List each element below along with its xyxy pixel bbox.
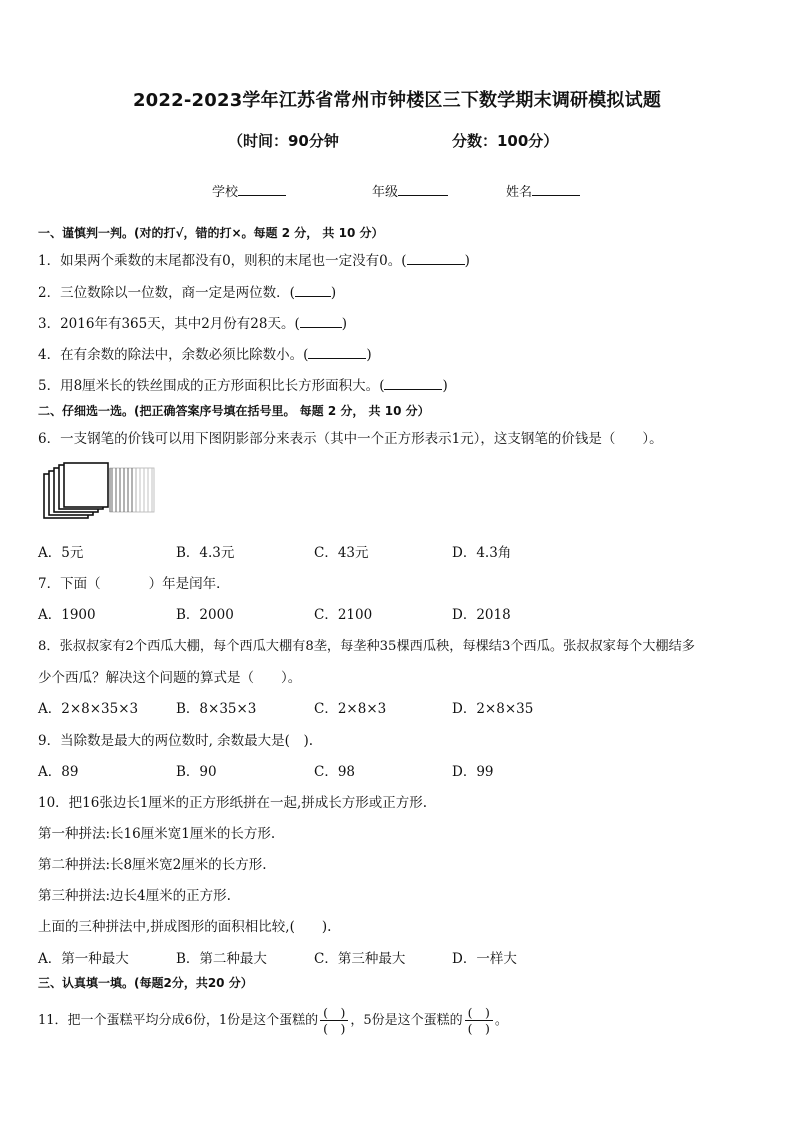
- question-8-line-2: 少个西瓜？解决这个问题的算式是（ ）。: [38, 670, 302, 686]
- q10-option-b: B．第二种最大: [176, 951, 267, 967]
- q6-option-a: A．5元: [38, 545, 84, 561]
- time-label: （时间：90分钟: [228, 132, 339, 150]
- q7-option-a: A．1900: [38, 607, 96, 623]
- question-6: 6．一支钢笔的价钱可以用下图阴影部分来表示（其中一个正方形表示1元），这支钢笔的价钱是（ ）。: [38, 431, 663, 447]
- name-label: 姓名: [506, 185, 533, 200]
- question-3: 3．2016年有365天，其中2月份有28天。( ): [38, 316, 348, 332]
- q8-option-c: C．2×8×3: [314, 701, 387, 717]
- grade-field: [372, 181, 448, 200]
- question-10-line-1: 10．把16张边长1厘米的正方形纸拼在一起,拼成长方形或正方形.: [38, 795, 428, 811]
- q10-option-c: C．第三种最大: [314, 951, 406, 967]
- question-11: 11．把一个蛋糕平均分成6份，1份是这个蛋糕的 $\frac{( )}{( )}$ ，5份是这个蛋糕的 $\frac{( )}{( )}$ 。: [38, 1005, 508, 1036]
- section-2-header: 二、仔细选一选。(把正确答案序号填在括号里。 每题 2 分， 共 10 分）: [38, 404, 430, 418]
- q7-option-c: C．2100: [314, 607, 373, 623]
- strip-square: [110, 468, 154, 512]
- question-10-line-3: 第二种拼法:长8厘米宽2厘米的长方形.: [38, 857, 267, 873]
- q6-option-c: C．43元: [314, 545, 369, 561]
- name-blank: [532, 182, 580, 196]
- q8-option-b: B．8×35×3: [176, 701, 257, 717]
- question-9: 9．当除数是最大的两位数时, 余数最大是( ).: [38, 733, 313, 749]
- q7-option-b: B．2000: [176, 607, 234, 623]
- fraction-blank-1: $\frac{( )}{( )}$: [320, 1005, 348, 1036]
- section-1-header: 一、谨慎判一判。(对的打√，错的打×。每题 2 分， 共 10 分）: [38, 226, 384, 240]
- q9-option-d: D．99: [452, 764, 494, 780]
- question-2: 2．三位数除以一位数，商一定是两位数．( ): [38, 285, 337, 301]
- question-5: 5．用8厘米长的铁丝围成的正方形面积比长方形面积大。( ): [38, 378, 448, 394]
- score-label: 分数：100分）: [452, 132, 559, 150]
- question-10-line-4: 第三种拼法:边长4厘米的正方形.: [38, 888, 231, 904]
- question-10-line-5: 上面的三种拼法中,拼成图形的面积相比较,( ).: [38, 919, 332, 935]
- square-5: [64, 463, 108, 507]
- q10-option-a: A．第一种最大: [38, 951, 129, 967]
- question-7: 7．下面（ ）年是闰年．: [38, 576, 230, 592]
- q9-option-b: B．90: [176, 764, 217, 780]
- q8-option-a: A．2×8×35×3: [38, 701, 139, 717]
- q9-option-a: A．89: [38, 764, 79, 780]
- page-title: 2022-2023学年江苏省常州市钟楼区三下数学期末调研模拟试题: [132, 90, 662, 111]
- question-8-line-1: 8．张叔叔家有2个西瓜大棚，每个西瓜大棚有8垄，每垄种35棵西瓜秧，每棵结3个西瓜。张叔叔家每个大棚结多: [38, 639, 695, 654]
- grade-blank: [398, 182, 448, 196]
- name-field: [506, 181, 580, 200]
- q10-option-d: D．一样大: [452, 951, 517, 967]
- q6-option-d: D．4.3角: [452, 545, 512, 561]
- school-field: [212, 181, 286, 200]
- q8-option-d: D．2×8×35: [452, 701, 534, 717]
- fraction-blank-2: $\frac{( )}{( )}$: [465, 1005, 493, 1036]
- q9-option-c: C．98: [314, 764, 356, 780]
- q7-option-d: D．2018: [452, 607, 511, 623]
- section-3-header: 三、认真填一填。(每题2分，共20 分）: [38, 976, 253, 990]
- school-blank: [238, 182, 286, 196]
- q6-option-b: B．4.3元: [176, 545, 235, 561]
- stacked-squares-figure: [42, 462, 160, 524]
- school-label: 学校: [212, 185, 239, 200]
- question-10-line-2: 第一种拼法:长16厘米宽1厘米的长方形.: [38, 826, 276, 842]
- question-1: 1．如果两个乘数的末尾都没有0，则积的末尾也一定没有0。( ): [38, 253, 470, 269]
- grade-label: 年级: [372, 185, 399, 200]
- question-4: 4．在有余数的除法中，余数必须比除数小。( ): [38, 347, 372, 363]
